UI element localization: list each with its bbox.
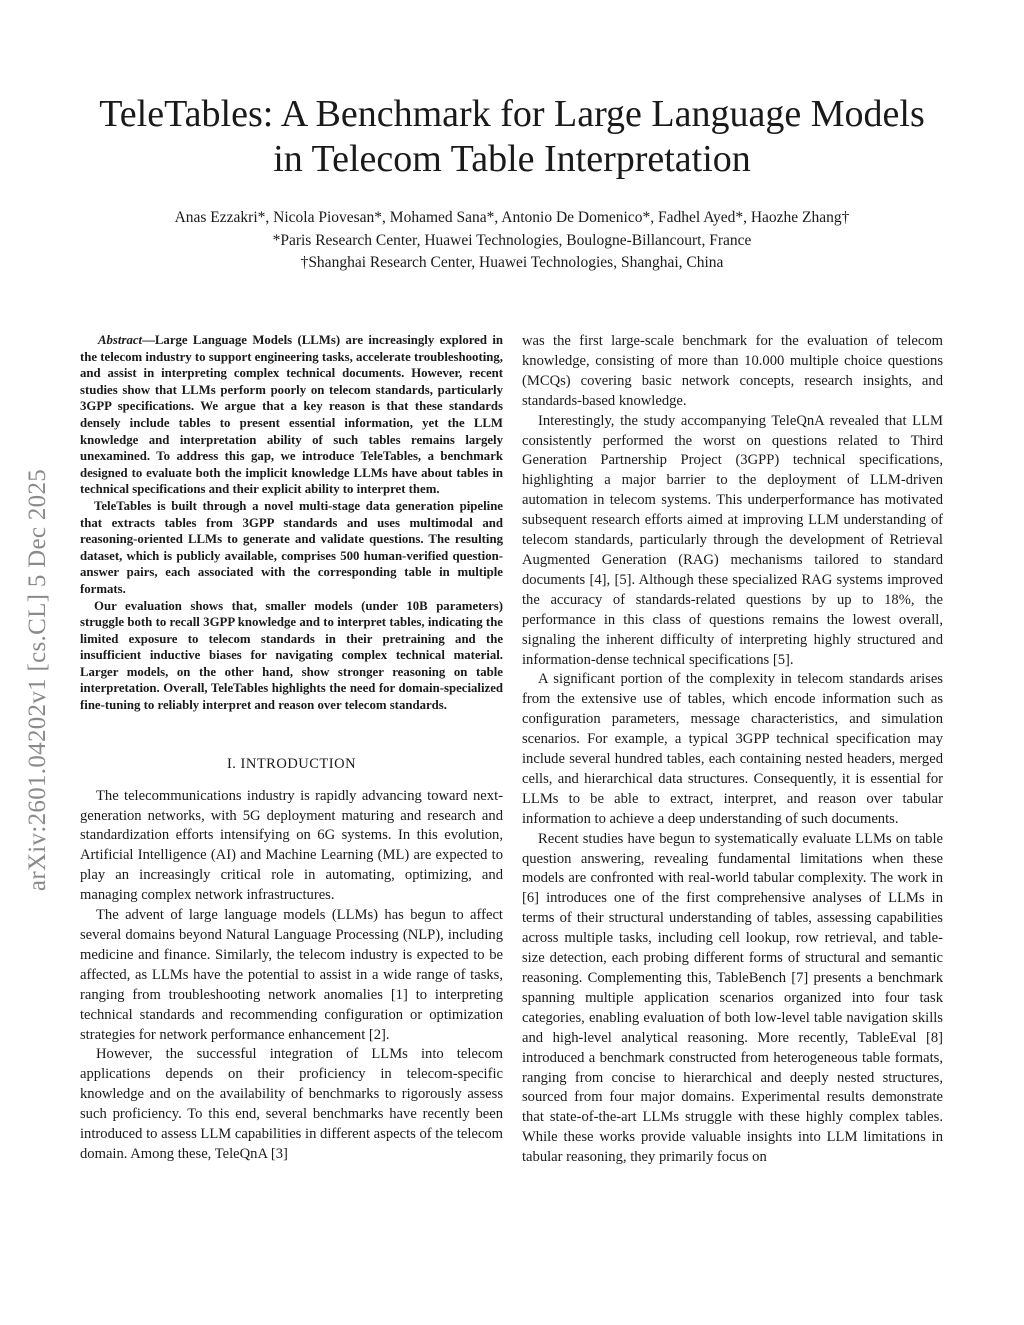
introduction-left (80, 787, 503, 1165)
author-list: Anas Ezzakri*, Nicola Piovesan*, Mohamed Sana*, Antonio De Domenico*, Fadhel Ayed*, Haozhe Zhang† (174, 209, 850, 226)
arxiv-side-stamp (18, 380, 58, 980)
abstract-paragraph (80, 332, 503, 498)
section-heading: I. INTRODUCTION (226, 755, 357, 772)
body-paragraph: The telecommunications industry is rapidly advancing toward next-generation networks, with 5G deployment maturing and research and standardization efforts intensifying on 6G systems. In this evolution, Artificial Intelligence (AI) and Machine Learning (ML) are expected to play an increasingly critical role in automating, optimizing, and managing complex network infrastructures. (80, 787, 503, 904)
body-paragraph: Recent studies have begun to systematically evaluate LLMs on table question answering, revealing fundamental limitations when these models are confronted with real-world tabular complexity. The work in [6] introduces one of the first comprehensive analyses of LLMs in terms of their structural understanding of tables, assessing capabilities across multiple tasks, including cell lookup, row retrieval, and table-size detection, each probing different forms of structural and semantic reasoning. Complementing this, TableBench [7] presents a benchmark spanning multiple application scenarios organized into four task categories, enabling evaluation of both low-level table navigation skills and high-level analytical reasoning. More recently, TableEval [8] introduced a benchmark constructed from heterogeneous table formats, ranging from concise to hierarchical and deeply nested structures, sourced from four major domains. Experimental results demonstrate that state-of-the-art LLMs struggle with these highly complex tables. While these works provide valuable insights into LLM limitations in tabular reasoning, they primarily focus on (522, 830, 943, 1166)
body-paragraph: A significant portion of the complexity in telecom standards arises from the extensive use of tables, which encode information such as configuration parameters, message characteristics, and simulation scenarios. For example, a typical 3GPP technical specification may include several hundred tables, each containing nested headers, merged cells, and hierarchical data structures. Consequently, it is essential for LLMs to be able to extract, interpret, and reason over tabular information to achieve a deep understanding of such documents. (522, 671, 943, 827)
arxiv-identifier: arXiv:2601.04202v1 [cs.CL] 5 Dec 2025 (24, 468, 51, 892)
right-column (522, 332, 943, 1168)
abstract-text: —Large Language Models (LLMs) are increasingly explored in the telecom industry to support engineering tasks, accelerate troubleshooting, and assist in interpreting complex technical documents. However, recent studies show that LLMs perform poorly on telecom standards, particularly 3GPP specifications. We argue that a key reason is that these standards densely include tables to present essential information, yet the LLM knowledge and interpretation ability of such tables remains largely unexamined. To address this gap, we introduce TeleTables, a benchmark designed to evaluate both the implicit knowledge LLMs have about tables in technical specifications and their explicit ability to interpret them. (80, 333, 503, 497)
body-paragraph: was the first large-scale benchmark for the evaluation of telecom knowledge, consisting of more than 10.000 multiple choice questions (MCQs) covering basic network concepts, research insights, and standards-based knowledge. (522, 333, 943, 409)
left-column (80, 332, 503, 1165)
paper-title: TeleTables: A Benchmark for Large Language Models in Telecom Table Interpretation (99, 93, 925, 180)
abstract-paragraph: Our evaluation shows that, smaller models (under 10B parameters) struggle both to recall 3GPP knowledge and to interpret tables, indicating the limited exposure to telecom standards in their pretraining and the insufficient inductive biases for navigating complex technical material. Larger models, on the other hand, show stronger reasoning on table interpretation. Overall, TeleTables highlights the need for domain-specialized fine-tuning to reliably interpret and reason over telecom standards. (80, 598, 503, 713)
abstract-label: Abstract (98, 333, 143, 347)
author-block (60, 207, 964, 275)
affiliation-shanghai: †Shanghai Research Center, Huawei Technologies, Shanghai, China (300, 254, 724, 271)
body-paragraph: However, the successful integration of LLMs into telecom applications depends on their proficiency in telecom-specific knowledge and on the availability of benchmarks to rigorously assess such proficiency. To this end, several benchmarks have recently been introduced to assess LLM capabilities in different aspects of the telecom domain. Among these, TeleQnA [3] (80, 1046, 503, 1162)
body-paragraph: The advent of large language models (LLMs) has begun to affect several domains beyond Natural Language Processing (NLP), including medicine and finance. Similarly, the telecom industry is expected to be affected, as LLMs have the potential to assist in a wide range of tasks, ranging from troubleshooting network anomalies [1] to interpreting technical standards and recommending configuration or optimization strategies for network performance enhancement [2]. (80, 907, 503, 1043)
affiliation-paris: *Paris Research Center, Huawei Technologies, Boulogne-Billancourt, France (272, 231, 752, 249)
abstract-paragraph: TeleTables is built through a novel multi-stage data generation pipeline that extracts tables from 3GPP standards and uses multimodal and reasoning-oriented LLMs to generate and validate questions. The resulting dataset, which is publicly available, comprises 500 human-verified question-answer pairs, each associated with the corresponding table in multiple formats. (80, 498, 503, 596)
body-paragraph: Interestingly, the study accompanying TeleQnA revealed that LLM consistently performed the worst on questions related to Third Generation Partnership Project (3GPP) technical specifications, highlighting a major barrier to the deployment of LLM-driven automation in telecom systems. This underperformance has motivated subsequent research efforts aimed at improving LLM understanding of telecom standards, particularly through the development of Retrieval Augmented Generation (RAG) mechanisms tailored to standard documents [4], [5]. Although these specialized RAG systems improved the accuracy of standards-related questions by up to 18%, the performance in this class of questions remains the lowest overall, signaling the inherent difficulty of interpreting highly structured and information-dense technical specifications [5]. (522, 412, 943, 668)
abstract (80, 332, 503, 714)
